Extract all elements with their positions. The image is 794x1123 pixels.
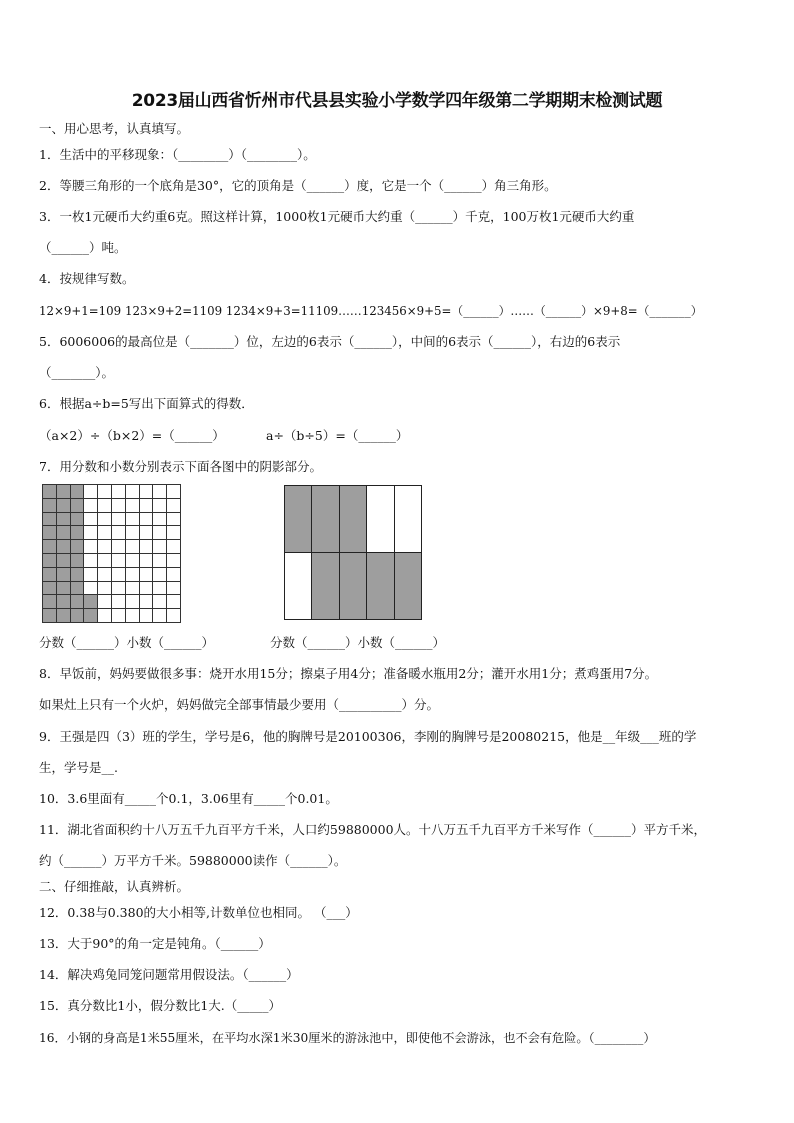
grid-cell — [70, 594, 85, 609]
grid-cell — [152, 553, 167, 568]
grid-cell — [125, 594, 140, 609]
grid-cell — [70, 525, 85, 540]
grid-cell — [56, 512, 71, 527]
question-8-line-1: 8．早饭前，妈妈要做很多事：烧开水用15分；擦桌子用4分；准备暖水瓶用2分；灌开水用1分；煮鸡蛋用7分。 — [39, 666, 658, 681]
grid-cell — [70, 608, 85, 623]
grid-cell — [70, 484, 85, 499]
grid-cell — [42, 567, 57, 582]
grid-cell — [139, 512, 154, 527]
grid-cell — [56, 608, 71, 623]
grid-cell — [152, 608, 167, 623]
grid-cell — [42, 581, 57, 596]
grid-cell — [97, 539, 112, 554]
grid-cell — [97, 608, 112, 623]
grid-cell — [139, 498, 154, 513]
grid-cell — [111, 608, 126, 623]
grid-cell — [152, 539, 167, 554]
grid-cell — [83, 484, 98, 499]
grid-cell — [139, 567, 154, 582]
grid-cell — [83, 498, 98, 513]
grid-cell — [152, 484, 167, 499]
question-9-line-1: 9．王强是四（3）班的学生，学号是6，他的胸牌号是20100306，李刚的胸牌号是20080215，他是__年级___班的学 — [39, 729, 697, 744]
grid-cell — [111, 567, 126, 582]
grid-cell — [166, 525, 181, 540]
grid-cell — [125, 525, 140, 540]
question-2: 2．等腰三角形的一个底角是30°，它的顶角是（______）度，它是一个（______）角三角形。 — [39, 178, 557, 193]
grid-cell — [83, 567, 98, 582]
grid-cell — [97, 594, 112, 609]
grid-cell — [42, 512, 57, 527]
rect-cell — [366, 485, 394, 553]
rectangle-grid-figure — [284, 485, 421, 619]
grid-cell — [139, 594, 154, 609]
grid-cell — [97, 567, 112, 582]
grid-cell — [152, 567, 167, 582]
question-7-answer-left: 分数（______）小数（______） — [39, 635, 215, 650]
grid-cell — [125, 539, 140, 554]
question-3-line-1: 3．一枚1元硬币大约重6克。照这样计算，1000枚1元硬币大约重（______）千克，100万枚1元硬币大约重 — [39, 209, 635, 224]
grid-cell — [152, 512, 167, 527]
grid-cell — [83, 608, 98, 623]
question-11-line-2: 约（______）万平方千米。59880000读作（______）。 — [39, 853, 347, 868]
question-5-line-1: 5．6006006的最高位是（_______）位，左边的6表示（______），中间的6表示（______），右边的6表示 — [39, 334, 621, 349]
grid-cell — [166, 581, 181, 596]
grid-cell — [111, 539, 126, 554]
question-9-line-2: 生，学号是__. — [39, 760, 118, 775]
grid-cell — [166, 608, 181, 623]
question-15: 15．真分数比1小，假分数比1大.（_____） — [39, 998, 282, 1013]
grid-cell — [111, 498, 126, 513]
rect-cell — [339, 485, 367, 553]
grid-cell — [152, 498, 167, 513]
rect-cell — [394, 552, 422, 620]
question-6-expr-2: a÷（b÷5）=（______） — [266, 428, 409, 443]
question-7-answer-right: 分数（______）小数（______） — [270, 635, 446, 650]
grid-cell — [83, 525, 98, 540]
rect-cell — [284, 485, 312, 553]
grid-cell — [83, 581, 98, 596]
grid-cell — [139, 484, 154, 499]
grid-cell — [125, 608, 140, 623]
grid-cell — [139, 608, 154, 623]
question-6-expr-1: （a×2）÷（b×2）=（______） — [39, 428, 225, 443]
grid-cell — [97, 581, 112, 596]
grid-cell — [70, 498, 85, 513]
question-13: 13．大于90°的角一定是钝角。（______） — [39, 936, 271, 951]
grid-cell — [42, 608, 57, 623]
question-8-line-2: 如果灶上只有一个火炉，妈妈做完全部事情最少要用（__________）分。 — [39, 697, 440, 712]
grid-cell — [125, 484, 140, 499]
grid-cell — [42, 594, 57, 609]
grid-cell — [139, 553, 154, 568]
grid-cell — [166, 512, 181, 527]
grid-cell — [125, 581, 140, 596]
page-title: 2023届山西省忻州市代县县实验小学数学四年级第二学期期末检测试题 — [131, 91, 663, 111]
grid-cell — [56, 525, 71, 540]
grid-cell — [83, 539, 98, 554]
rect-cell — [311, 552, 339, 620]
question-10: 10．3.6里面有_____个0.1，3.06里有_____个0.01。 — [39, 791, 338, 806]
grid-cell — [56, 539, 71, 554]
question-1: 1．生活中的平移现象：（________）（________）。 — [39, 147, 316, 162]
grid-cell — [166, 553, 181, 568]
grid-cell — [125, 567, 140, 582]
section-1-heading: 一、用心思考，认真填写。 — [39, 121, 190, 136]
grid-cell — [83, 553, 98, 568]
grid-cell — [42, 539, 57, 554]
grid-cell — [166, 567, 181, 582]
grid-cell — [166, 594, 181, 609]
grid-cell — [111, 594, 126, 609]
grid-cell — [139, 525, 154, 540]
rect-cell — [394, 485, 422, 553]
grid-cell — [83, 512, 98, 527]
rect-cell — [284, 552, 312, 620]
grid-cell — [97, 553, 112, 568]
grid-cell — [70, 539, 85, 554]
question-14: 14．解决鸡兔同笼问题常用假设法。（______） — [39, 967, 299, 982]
grid-cell — [125, 553, 140, 568]
grid-cell — [97, 525, 112, 540]
grid-cell — [166, 539, 181, 554]
grid-cell — [166, 498, 181, 513]
grid-cell — [152, 594, 167, 609]
question-6-line-1: 6．根据a÷b=5写出下面算式的得数． — [39, 396, 254, 411]
grid-cell — [97, 498, 112, 513]
grid-cell — [56, 553, 71, 568]
grid-cell — [42, 553, 57, 568]
grid-cell — [152, 525, 167, 540]
grid-cell — [97, 484, 112, 499]
rect-cell — [311, 485, 339, 553]
grid-cell — [56, 484, 71, 499]
grid-cell — [125, 512, 140, 527]
grid-cell — [42, 484, 57, 499]
question-12: 12．0.38与0.380的大小相等,计数单位也相同。 （___） — [39, 905, 358, 920]
grid-cell — [111, 553, 126, 568]
grid-cell — [42, 525, 57, 540]
question-3-line-2: （______）吨。 — [39, 240, 127, 255]
section-2-heading: 二、仔细推敲，认真辨析。 — [39, 879, 190, 894]
grid-cell — [56, 567, 71, 582]
grid-cell — [139, 581, 154, 596]
grid-cell — [152, 581, 167, 596]
grid-cell — [56, 498, 71, 513]
grid-cell — [42, 498, 57, 513]
rect-cell — [339, 552, 367, 620]
question-7: 7．用分数和小数分别表示下面各图中的阴影部分。 — [39, 459, 322, 474]
grid-cell — [83, 594, 98, 609]
rect-cell — [366, 552, 394, 620]
hundred-grid-figure — [42, 484, 180, 622]
grid-cell — [70, 581, 85, 596]
grid-cell — [166, 484, 181, 499]
grid-cell — [70, 553, 85, 568]
question-11-line-1: 11．湖北省面积约十八万五千九百平方千米，人口约59880000人。十八万五千九百平方千米写作（______）平方千米， — [39, 822, 707, 837]
question-4-line-1: 4．按规律写数。 — [39, 271, 135, 286]
grid-cell — [70, 567, 85, 582]
grid-cell — [111, 525, 126, 540]
question-5-line-2: （_______）。 — [39, 365, 115, 380]
grid-cell — [111, 581, 126, 596]
question-16: 16．小钢的身高是1米55厘米，在平均水深1米30厘米的游泳池中，即使他不会游泳，也不会有危险。（________） — [39, 1031, 656, 1045]
grid-cell — [56, 594, 71, 609]
grid-cell — [125, 498, 140, 513]
grid-cell — [111, 484, 126, 499]
grid-cell — [56, 581, 71, 596]
grid-cell — [97, 512, 112, 527]
grid-cell — [111, 512, 126, 527]
grid-cell — [139, 539, 154, 554]
question-4-line-2: 12×9+1=109 123×9+2=1109 1234×9+3=11109……123456×9+5=（______）……（______）×9+8=（_______） — [39, 304, 703, 318]
grid-cell — [70, 512, 85, 527]
